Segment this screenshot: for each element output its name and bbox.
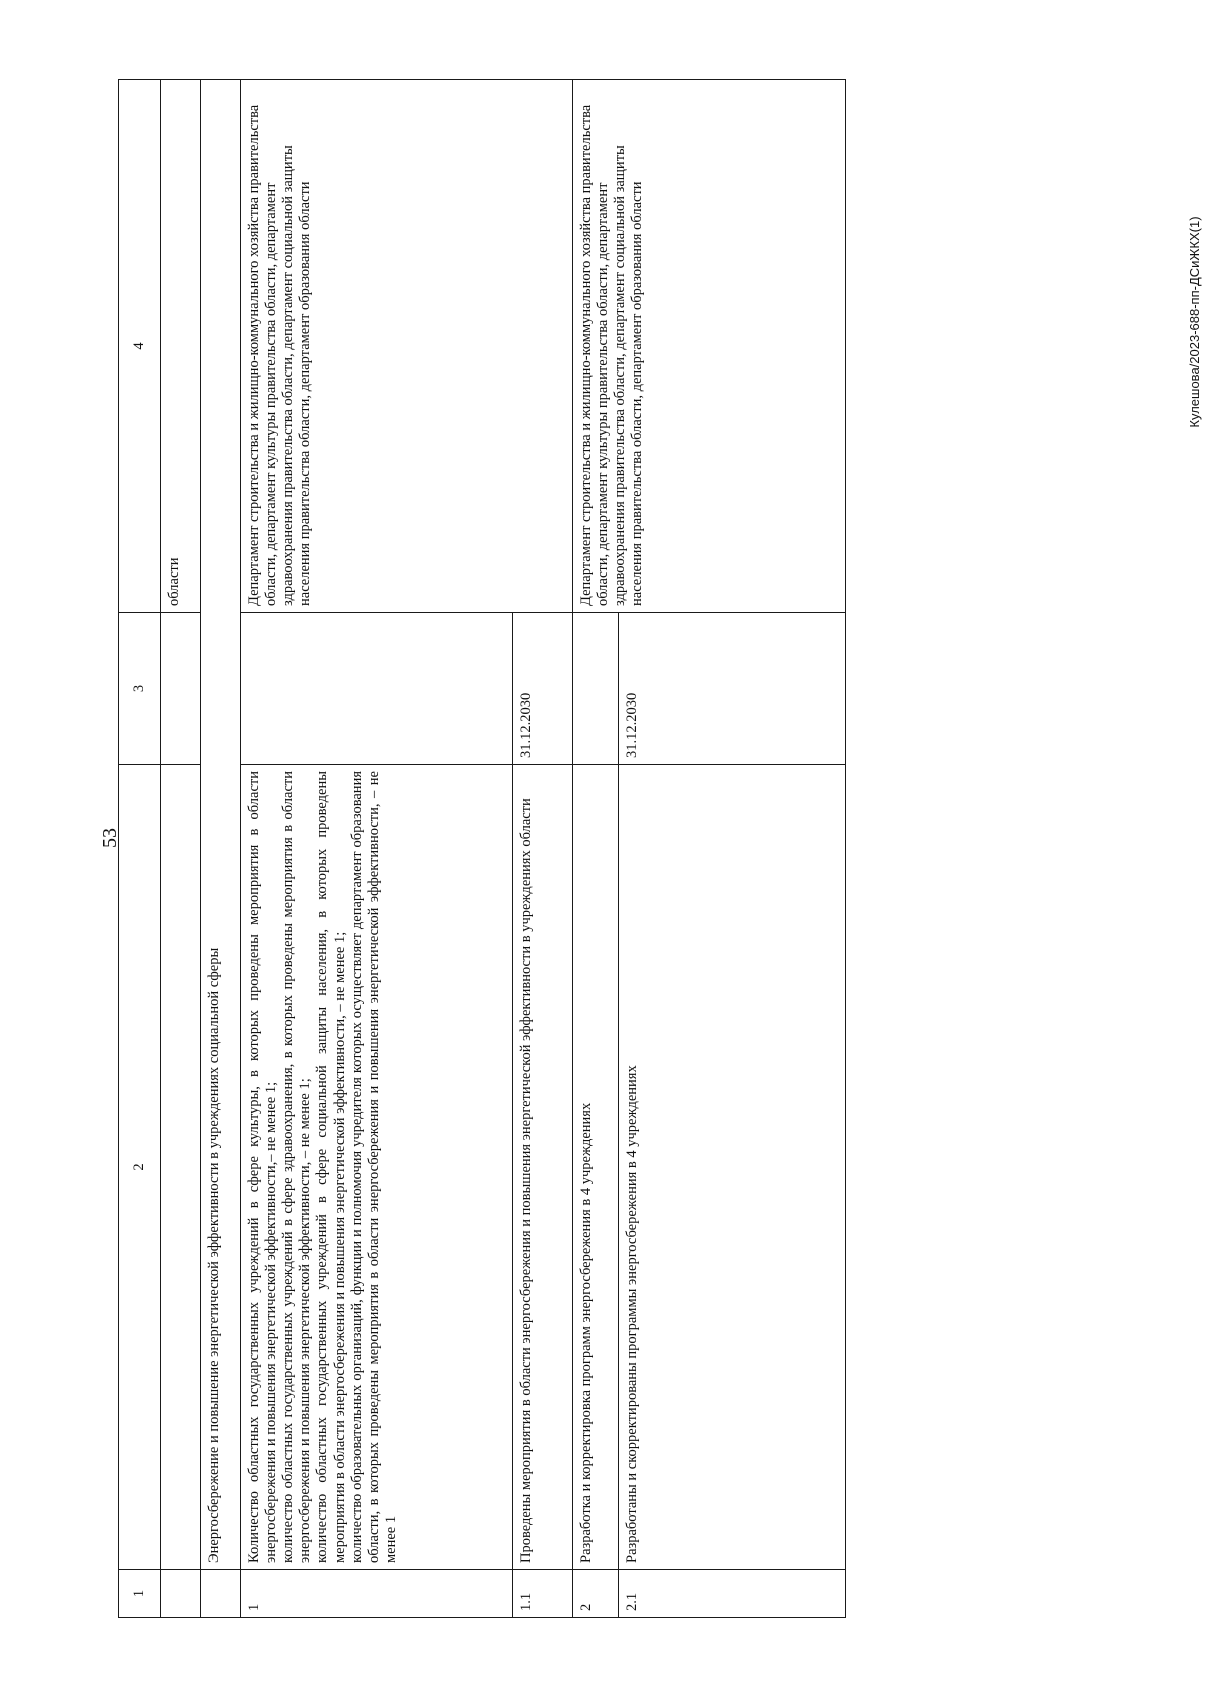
row-number: 2 — [573, 1570, 619, 1618]
table-row — [241, 80, 513, 1618]
document-code: Кулешова/2023-688-пп-ДСиЖКХ(1) — [1187, 216, 1202, 428]
header-col-2: 2 — [119, 765, 161, 1570]
continuation-text: области — [161, 80, 201, 613]
row-description — [241, 765, 513, 1570]
section-title: Энергосбережение и повышение энергетической эффективности в учреждениях социальной сферы — [201, 80, 241, 1570]
page-number: 53 — [99, 828, 121, 848]
continuation-cell-2 — [161, 765, 201, 1570]
section-title-empty-cell — [201, 1570, 241, 1618]
header-col-1: 1 — [119, 1570, 161, 1618]
measures-table — [118, 79, 846, 1618]
row-description: Разработка и корректировка программ энергосбережения в 4 учреждениях — [573, 765, 619, 1570]
row-description: Проведены мероприятия в области энергосбережения и повышения энергетической эффективности в учреждениях области — [513, 765, 573, 1570]
row-responsible: Департамент строительства и жилищно-коммунального хозяйства правительства области, департамент культуры правительства области, департамент здравоохранения правительства области, департамент социальной защиты населения правительства области, департамент образования области — [241, 80, 573, 613]
row-number: 1.1 — [513, 1570, 573, 1618]
header-col-3: 3 — [119, 613, 161, 765]
continuation-row — [161, 80, 201, 1618]
row-responsible: Департамент строительства и жилищно-коммунального хозяйства правительства области, департамент культуры правительства области, департамент здравоохранения правительства области, департамент социальной защиты населения правительства области, департамент образования области — [573, 80, 846, 613]
row-date — [573, 613, 619, 765]
continuation-cell-3 — [161, 613, 201, 765]
row-number: 2.1 — [619, 1570, 846, 1618]
indicator-line: количество областных государственных учреждений в сфере социальной защиты населения, в которых проведены мероприятия в области энергосбережения и повышения энергетической эффективности, – не менее 1; — [314, 771, 348, 1563]
measures-table-container — [118, 80, 845, 1618]
row-description: Разработаны и скорректированы программы энергосбережения в 4 учреждениях — [619, 765, 846, 1570]
row-date: 31.12.2030 — [513, 613, 573, 765]
continuation-cell-1 — [161, 1570, 201, 1618]
row-date: 31.12.2030 — [619, 613, 846, 765]
row-date — [241, 613, 513, 765]
indicator-line: количество областных государственных учреждений в сфере здравоохранения, в которых проведены мероприятия в области энергосбережения и повышения энергетической эффективности, – не менее 1; — [280, 771, 314, 1563]
table-header-row — [119, 80, 161, 1618]
indicator-line: Количество областных государственных учреждений в сфере культуры, в которых проведены мероприятия в области энергосбережения и повышения энергетической эффективности,– не менее 1; — [246, 771, 280, 1563]
row-number: 1 — [241, 1570, 513, 1618]
header-col-4: 4 — [119, 80, 161, 613]
section-title-row — [201, 80, 241, 1618]
table-row — [573, 80, 619, 1618]
indicator-line: количество образовательных организаций, функции и полномочия учредителя которых осуществляет департамент образования области, в которых проведены мероприятия в области энергосбережения и повышения энергетической эффективности, – не менее 1 — [348, 771, 399, 1563]
